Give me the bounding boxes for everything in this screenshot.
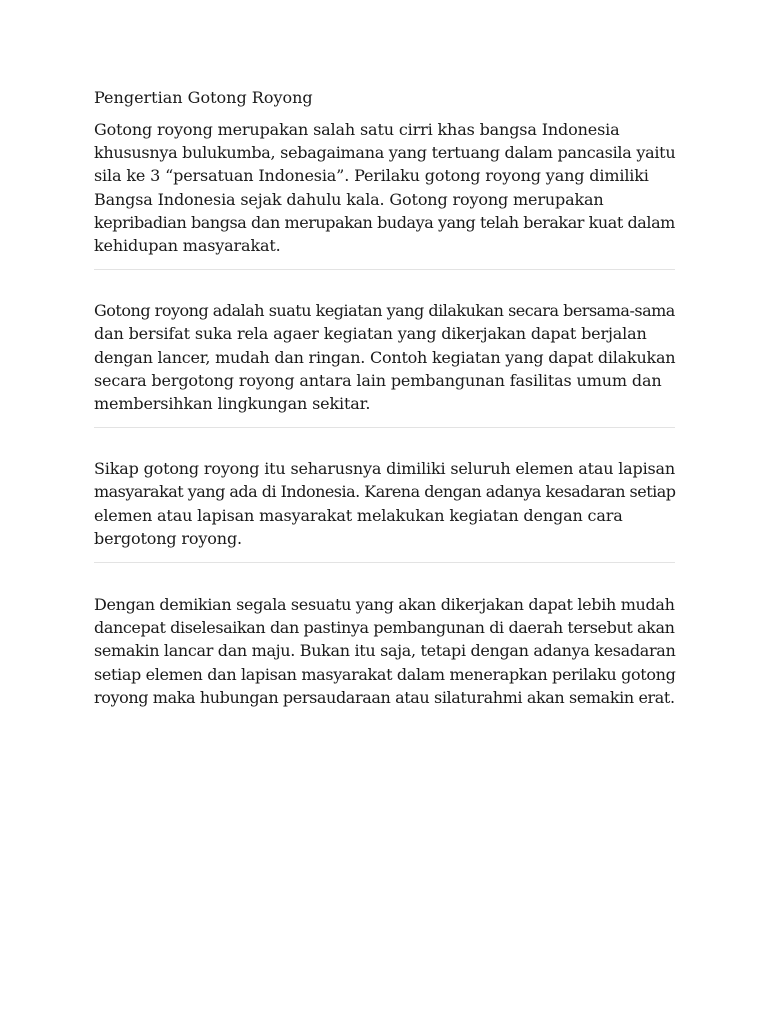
paragraph-line: Dengan demikian segala sesuatu yang akan dikerjakan dapat lebih mudah	[94, 595, 675, 615]
paragraph-1	[94, 118, 675, 257]
paragraph-line: setiap elemen dan lapisan masyarakat dalam menerapkan perilaku gotong	[94, 664, 676, 684]
page-title: Pengertian Gotong Royong	[94, 88, 313, 107]
paragraph-line: Sikap gotong royong itu seharusnya dimiliki seluruh elemen atau lapisan	[94, 459, 676, 479]
paragraph-line: elemen atau lapisan masyarakat melakukan kegiatan dengan cara	[94, 505, 623, 525]
section-divider	[94, 427, 675, 428]
paragraph-line: Gotong royong adalah suatu kegiatan yang dilakukan secara bersama-sama	[94, 301, 675, 321]
paragraph-line: membersihkan lingkungan sekitar.	[94, 394, 371, 414]
paragraph-line: dancepat diselesaikan dan pastinya pembangunan di daerah tersebut akan	[94, 618, 675, 638]
paragraph-line: Bangsa Indonesia sejak dahulu kala. Gotong royong merupakan	[94, 189, 604, 209]
section-divider	[94, 562, 675, 563]
paragraph-2	[94, 299, 675, 415]
paragraph-line: khususnya bulukumba, sebagaimana yang tertuang dalam pancasila yaitu	[94, 143, 676, 163]
paragraph-4	[94, 593, 675, 709]
paragraph-line: semakin lancar dan maju. Bukan itu saja, tetapi dengan adanya kesadaran	[94, 641, 676, 661]
document-page	[94, 86, 675, 709]
paragraph-line: Gotong royong merupakan salah satu cirri khas bangsa Indonesia	[94, 120, 620, 139]
paragraph-line: kehidupan masyarakat.	[94, 236, 281, 256]
paragraph-line: secara bergotong royong antara lain pembangunan fasilitas umum dan	[94, 370, 662, 390]
paragraph-line: dan bersifat suka rela agaer kegiatan yang dikerjakan dapat berjalan	[94, 324, 647, 344]
paragraph-line: dengan lancer, mudah dan ringan. Contoh kegiatan yang dapat dilakukan	[94, 347, 676, 367]
paragraph-line: royong maka hubungan persaudaraan atau silaturahmi akan semakin erat.	[94, 687, 675, 707]
paragraph-line: kepribadian bangsa dan merupakan budaya yang telah berakar kuat dalam	[94, 212, 675, 232]
section-divider	[94, 269, 675, 270]
paragraph-line: sila ke 3 “persatuan Indonesia”. Perilaku gotong royong yang dimiliki	[94, 166, 649, 186]
paragraph-3	[94, 457, 675, 550]
paragraph-line: masyarakat yang ada di Indonesia. Karena dengan adanya kesadaran setiap	[94, 482, 676, 502]
paragraph-line: bergotong royong.	[94, 528, 242, 548]
